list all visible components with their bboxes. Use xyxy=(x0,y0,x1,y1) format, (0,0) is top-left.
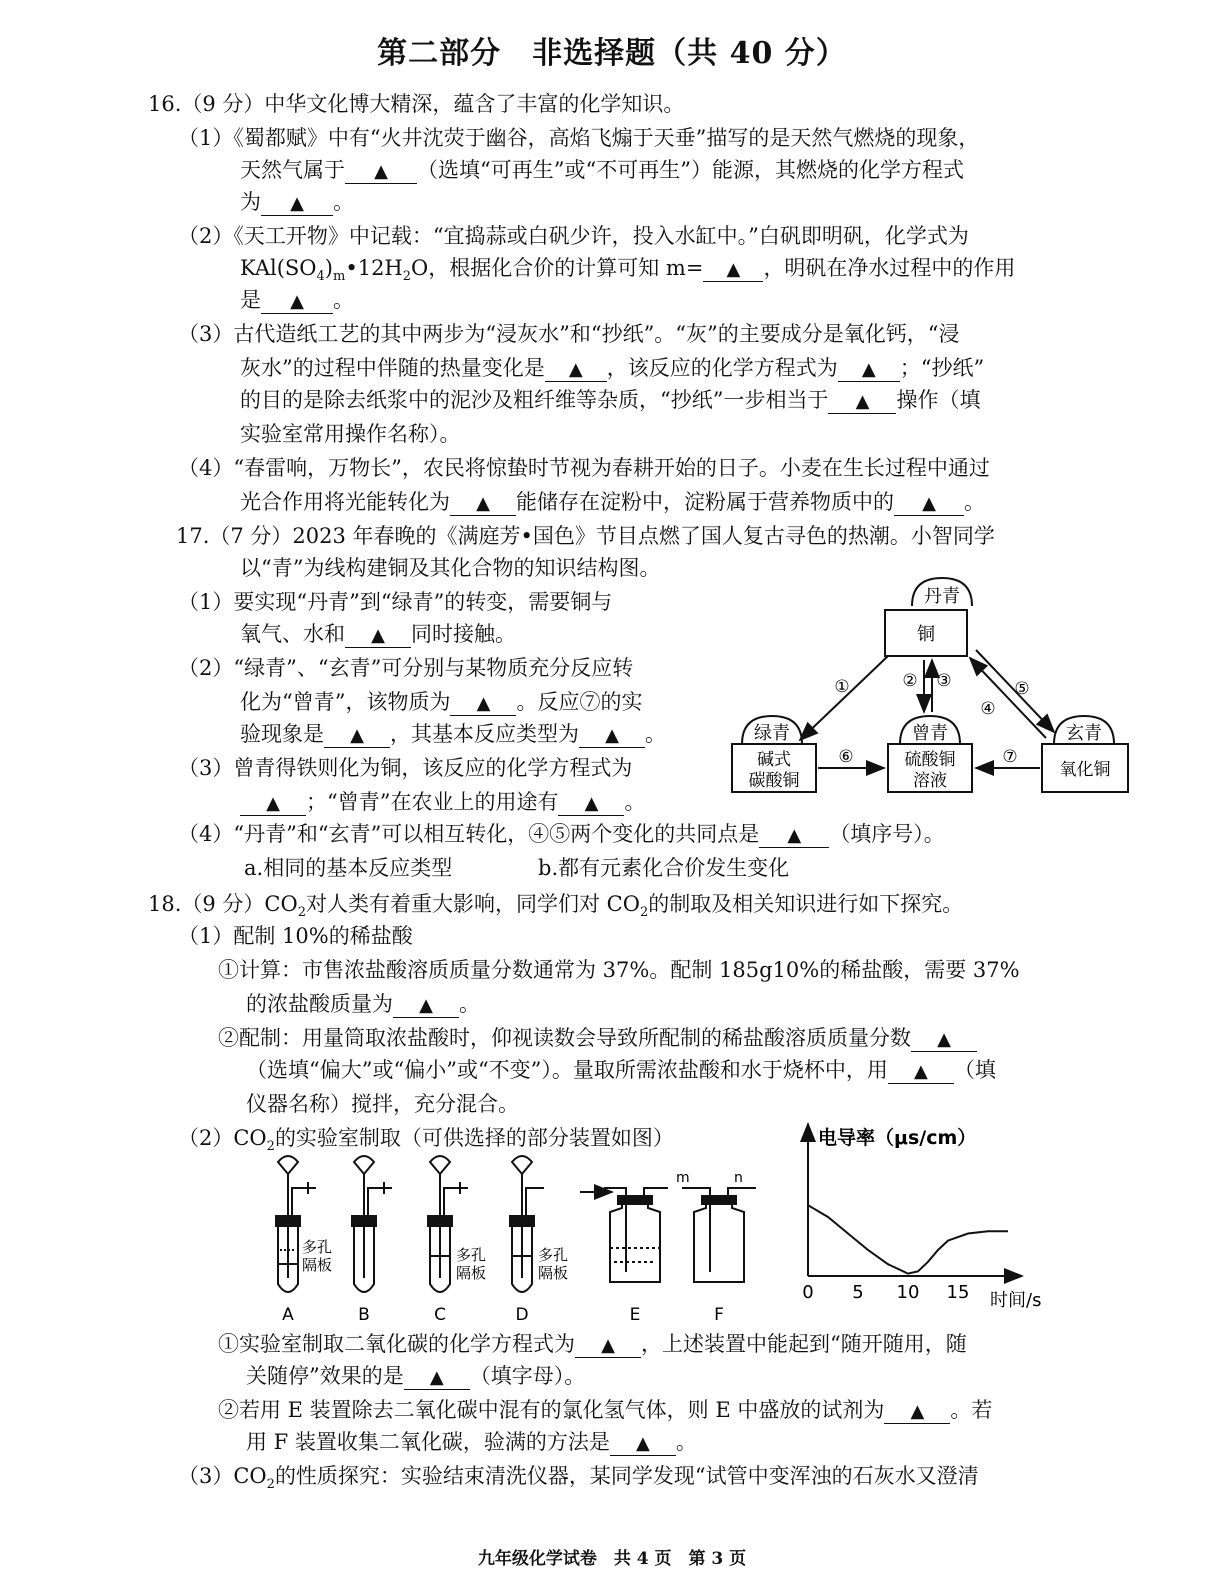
answer-blank[interactable]: ▲ xyxy=(888,1059,954,1084)
answer-blank[interactable]: ▲ xyxy=(575,1333,641,1358)
x-tick-label: 15 xyxy=(946,1282,970,1303)
answer-blank[interactable]: ▲ xyxy=(404,1365,470,1390)
page-footer: 九年级化学试卷 共 4 页 第 3 页 xyxy=(477,1549,747,1569)
answer-blank[interactable]: ▲ xyxy=(345,623,411,648)
q16-heading: 16.（9 分）中华文化博大精深，蕴含了丰富的化学知识。 xyxy=(148,92,685,116)
conductivity-chart xyxy=(790,1118,1060,1318)
apparatus-e xyxy=(604,1188,668,1282)
q17-option-a: a.相同的基本反应类型 xyxy=(244,856,453,880)
x-tick-label: 5 xyxy=(852,1282,864,1303)
port-m-label: m xyxy=(676,1170,690,1186)
answer-blank[interactable]: ▲ xyxy=(610,1431,676,1456)
q18-1-prep-line1: ②配制：用量筒取浓盐酸时，仰视读数会导致所配制的稀盐酸溶质质量分数 ▲ xyxy=(218,1024,977,1052)
q18-heading: 18.（9 分）$CO_2$对人类有着重大影响，同学们对 $CO_2$的制取及相关知识进行如下探究。 xyxy=(148,892,964,921)
q16-4-line2: 光合作用将光能转化为 ▲ 能储存在淀粉中，淀粉属于营养物质中的 ▲ 。 xyxy=(240,490,985,514)
answer-blank[interactable]: ▲ xyxy=(450,491,516,516)
copper-sulfate-line1: 硫酸铜 xyxy=(904,750,956,770)
q18-2-s2-line2: 用 F 装置收集二氧化碳，验满的方法是 ▲ 。 xyxy=(246,1430,697,1454)
label-d: D xyxy=(515,1305,529,1325)
answer-blank[interactable]: ▲ xyxy=(759,823,829,848)
label-f: F xyxy=(714,1305,724,1325)
copper-label: 铜 xyxy=(917,624,935,645)
q16-1-line2: 天然气属于 ▲ （选填“可再生”或“不可再生”）能源，其燃烧的化学方程式 xyxy=(240,158,964,182)
y-axis-label: 电导率（μs/cm） xyxy=(818,1127,977,1149)
x-axis-label: 时间/s xyxy=(990,1290,1042,1311)
basic-copper-carbonate-line2: 碳酸铜 xyxy=(748,771,800,791)
answer-blank[interactable]: ▲ xyxy=(261,191,333,216)
q17-1-line1: （1）要实现“丹青”到“绿青”的转变，需要铜与 xyxy=(178,590,613,614)
q18-1-calc-line1: ①计算：市售浓盐酸溶质质量分数通常为 37%。配制 185g10%的稀盐酸，需要 37% xyxy=(218,958,1020,982)
lvqing-label: 绿青 xyxy=(754,723,790,744)
label-a: A xyxy=(282,1305,294,1325)
reaction-7-label: ⑦ xyxy=(1002,747,1018,767)
page-title: 第二部分 非选择题（共 40 分） xyxy=(377,36,847,71)
q17-heading-line2: 以“青”为线构建铜及其化合物的知识结构图。 xyxy=(240,556,661,580)
answer-blank[interactable]: ▲ xyxy=(393,993,459,1018)
label-c: C xyxy=(434,1305,446,1325)
reaction-3-label: ③ xyxy=(936,671,952,691)
q16-2-line3: 是 ▲ 。 xyxy=(240,288,354,312)
q18-1-line1: （1）配制 10%的稀盐酸 xyxy=(178,924,413,948)
apparatus-f xyxy=(682,1188,756,1282)
answer-blank[interactable]: ▲ xyxy=(558,791,624,816)
q18-2-s1-line1: ①实验室制取二氧化碳的化学方程式为 ▲ ，上述装置中能起到“随开随用，随 xyxy=(218,1332,967,1356)
reaction-1-label: ① xyxy=(834,677,850,697)
porous-plate-label-a2: 隔板 xyxy=(302,1256,333,1274)
basic-copper-carbonate-line1: 碱式 xyxy=(757,750,791,770)
q16-3-line3: 的目的是除去纸浆中的泥沙及粗纤维等杂质，“抄纸”一步相当于 ▲ 操作（填 xyxy=(240,388,981,412)
q18-2-s1-line2: 关随停”效果的是 ▲ （填字母）。 xyxy=(246,1364,586,1388)
q17-3-line2: ▲ ；“曾青”在农业上的用途有 ▲ 。 xyxy=(240,788,645,816)
copper-oxide-label: 氧化铜 xyxy=(1059,760,1111,780)
answer-blank[interactable]: ▲ xyxy=(261,289,333,314)
q17-2-line1: （2）“绿青”、“玄青”可分别与某物质充分反应转 xyxy=(178,656,634,680)
q18-1-prep-line3: 仪器名称）搅拌，充分混合。 xyxy=(246,1092,519,1116)
arrow-4 xyxy=(970,658,1046,738)
q17-4-line1: （4）“丹青”和“玄青”可以相互转化，④⑤两个变化的共同点是 ▲ （填序号）。 xyxy=(178,822,945,846)
q18-1-calc-line2: 的浓盐酸质量为 ▲ 。 xyxy=(246,992,480,1016)
q16-3-line4: 实验室常用操作名称）。 xyxy=(240,422,461,446)
xuanqing-label: 玄青 xyxy=(1066,723,1102,744)
q18-2-line1: $(2)CO_2$的实验室制取（可供选择的部分装置如图） xyxy=(178,1126,674,1155)
answer-blank[interactable]: ▲ xyxy=(450,691,516,716)
q17-2-line3: 验现象是 ▲ ，其基本反应类型为 ▲ 。 xyxy=(240,722,666,746)
q16-2-line2: $KAl(SO_4)_m•12H_2O$，根据化合价的计算可知 m= ▲ ，明矾在净水过程中的作用 xyxy=(240,256,1016,285)
q17-1-line2: 氧气、水和 ▲ 同时接触。 xyxy=(240,622,516,646)
x-tick-label: 10 xyxy=(896,1282,920,1303)
answer-blank[interactable]: ▲ xyxy=(324,723,390,748)
q18-1-prep-line2: （选填“偏大”或“偏小”或“不变”）。量取所需浓盐酸和水于烧杯中，用 ▲ （填 xyxy=(246,1058,996,1082)
reaction-5-label: ⑤ xyxy=(1014,679,1030,699)
q16-3-line1: （3）古代造纸工艺的其中两步为“浸灰水”和“抄纸”。“灰”的主要成分是氧化钙，“浸 xyxy=(178,322,960,346)
q18-3-line1: $(3)CO_2$的性质探究：实验结束清洗仪器，某同学发现“试管中变浑浊的石灰水又澄清 xyxy=(178,1464,979,1493)
q17-heading: 17.（7 分）2023 年春晚的《满庭芳•国色》节目点燃了国人复古寻色的热潮。小智同学 xyxy=(176,524,995,548)
arrow-1 xyxy=(800,656,888,740)
answer-blank[interactable]: ▲ xyxy=(894,491,964,516)
port-n-label: n xyxy=(734,1170,743,1186)
porous-plate-label-c2: 隔板 xyxy=(456,1264,487,1282)
copper-sulfate-line2: 溶液 xyxy=(913,771,947,791)
co2-apparatus-figure xyxy=(250,1152,780,1328)
q16-2-line1: （2）《天工开物》中记载：“宜捣蒜或白矾少许，投入水缸中。”白矾即明矾，化学式为 xyxy=(178,224,969,248)
label-b: B xyxy=(358,1305,370,1325)
conductivity-series-line xyxy=(808,1205,1008,1273)
q17-3-line1: （3）曾青得铁则化为铜，该反应的化学方程式为 xyxy=(178,756,633,780)
answer-blank[interactable]: ▲ xyxy=(703,257,763,282)
x-tick-label: 0 xyxy=(802,1282,814,1303)
porous-plate-label-a1: 多孔 xyxy=(302,1238,333,1256)
porous-plate-label-d2: 隔板 xyxy=(538,1264,569,1282)
answer-blank[interactable]: ▲ xyxy=(345,159,417,184)
q18-2-s2-line1: ②若用 E 装置除去二氧化碳中混有的氯化氢气体，则 E 中盛放的试剂为 ▲ 。若 xyxy=(218,1398,993,1422)
porous-plate-label-c1: 多孔 xyxy=(456,1246,487,1264)
answer-blank[interactable]: ▲ xyxy=(838,357,900,382)
zengqing-label: 曾青 xyxy=(912,723,948,744)
answer-blank[interactable]: ▲ xyxy=(911,1027,977,1052)
q16-1-line3: 为 ▲ 。 xyxy=(240,190,354,214)
reaction-4-label: ④ xyxy=(980,699,996,719)
apparatus-b xyxy=(352,1156,392,1292)
answer-blank[interactable]: ▲ xyxy=(240,791,306,816)
q16-4-line1: （4）“春雷响，万物长”，农民将惊蛰时节视为春耕开始的日子。小麦在生长过程中通过 xyxy=(178,456,990,480)
answer-blank[interactable]: ▲ xyxy=(579,723,645,748)
copper-structure-diagram xyxy=(720,572,1140,804)
answer-blank[interactable]: ▲ xyxy=(884,1399,950,1424)
answer-blank[interactable]: ▲ xyxy=(545,357,607,382)
reaction-2-label: ② xyxy=(902,671,918,691)
porous-plate-label-d1: 多孔 xyxy=(538,1246,569,1264)
reaction-6-label: ⑥ xyxy=(838,747,854,767)
danqing-label: 丹青 xyxy=(924,586,960,607)
label-e: E xyxy=(629,1305,641,1325)
q17-2-line2: 化为“曾青”，该物质为 ▲ 。反应⑦的实 xyxy=(240,690,643,714)
answer-blank[interactable]: ▲ xyxy=(828,389,896,414)
q16-1-line1: （1）《蜀都赋》中有“火井沈荧于幽谷，高焰飞煽于天垂”描写的是天然气燃烧的现象， xyxy=(178,126,980,150)
q17-option-b: b.都有元素化合价发生变化 xyxy=(538,856,790,880)
q16-3-line2: 灰水”的过程中伴随的热量变化是 ▲ ，该反应的化学方程式为 ▲ ；“抄纸” xyxy=(240,356,985,380)
